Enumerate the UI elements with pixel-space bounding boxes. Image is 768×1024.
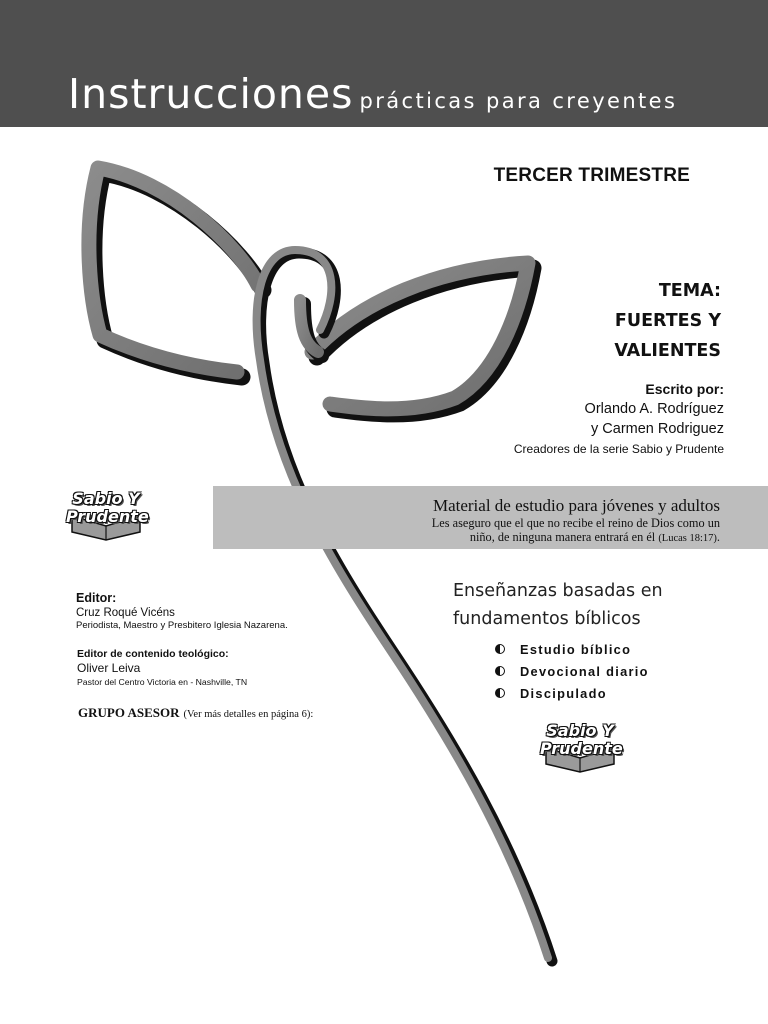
logo-line-1: Sabio Y	[72, 489, 140, 508]
tema-line-2: VALIENTES	[614, 341, 721, 361]
half-circle-bullet-icon	[495, 666, 505, 676]
header-title	[68, 70, 677, 118]
editor-description: Periodista, Maestro y Presbitero Iglesia Nazarena.	[76, 620, 288, 631]
theological-editor-block	[77, 648, 377, 687]
header-bar	[0, 0, 768, 127]
header-title-main: Instrucciones	[68, 70, 354, 118]
editor-name: Cruz Roqué Vicéns	[76, 607, 175, 619]
editor-label: Editor:	[76, 591, 117, 605]
half-circle-bullet-icon	[495, 688, 505, 698]
teachings-line-1: Enseñanzas basadas en	[453, 581, 663, 601]
tema-block	[421, 276, 721, 366]
plant-illustration	[0, 127, 768, 1024]
sabio-prudente-logo	[66, 486, 149, 542]
quote-end: .	[716, 530, 720, 544]
teachings-list	[495, 638, 735, 704]
creators-note: Creadores de la serie Sabio y Prudente	[513, 442, 724, 456]
trimestre-label: TERCER TRIMESTRE	[493, 165, 690, 186]
header-title-sub: prácticas para creyentes	[359, 89, 678, 113]
teachings-line-2: fundamentos bíblicos	[453, 609, 641, 629]
author-name-2: y Carmen Rodriguez	[591, 421, 724, 437]
quote-line-1: Les aseguro que el que no recibe el reino de Dios como un	[431, 516, 720, 530]
material-title: Material de estudio para jóvenes y adultos	[432, 496, 720, 515]
author-name-1: Orlando A. Rodríguez	[584, 401, 724, 417]
left-leaf	[89, 168, 263, 377]
teachings-heading	[453, 577, 743, 633]
logo-line-1: Sabio Y	[546, 721, 614, 740]
tema-label: TEMA:	[658, 281, 721, 301]
tema-line-1: FUERTES Y	[614, 311, 721, 331]
list-item	[495, 660, 735, 682]
authors-block	[404, 379, 724, 459]
material-quote	[390, 516, 720, 546]
quote-reference: (Lucas 18:17)	[658, 533, 717, 544]
logo-line-2: Prudente	[540, 739, 623, 758]
half-circle-bullet-icon	[495, 644, 505, 654]
editor-block	[76, 591, 376, 631]
grupo-asesor-label: GRUPO ASESOR	[78, 705, 180, 720]
quote-line-2: niño, de ninguna manera entrará en él	[469, 530, 656, 544]
theological-editor-description: Pastor del Centro Victoria en - Nashville, TN	[77, 677, 248, 687]
grupo-asesor-note: (Ver más detalles en página 6):	[183, 709, 314, 720]
list-item-label: Discipulado	[520, 685, 607, 701]
list-item-label: Estudio bíblico	[520, 641, 632, 657]
logo-line-2: Prudente	[66, 507, 149, 526]
grupo-asesor	[78, 704, 313, 722]
theological-editor-name: Oliver Leiva	[77, 661, 141, 675]
theological-editor-label: Editor de contenido teológico:	[77, 648, 229, 660]
list-item	[495, 682, 735, 704]
authors-label: Escrito por:	[645, 381, 724, 397]
sabio-prudente-logo	[540, 718, 623, 774]
list-item-label: Devocional diario	[520, 663, 649, 679]
list-item	[495, 638, 735, 660]
